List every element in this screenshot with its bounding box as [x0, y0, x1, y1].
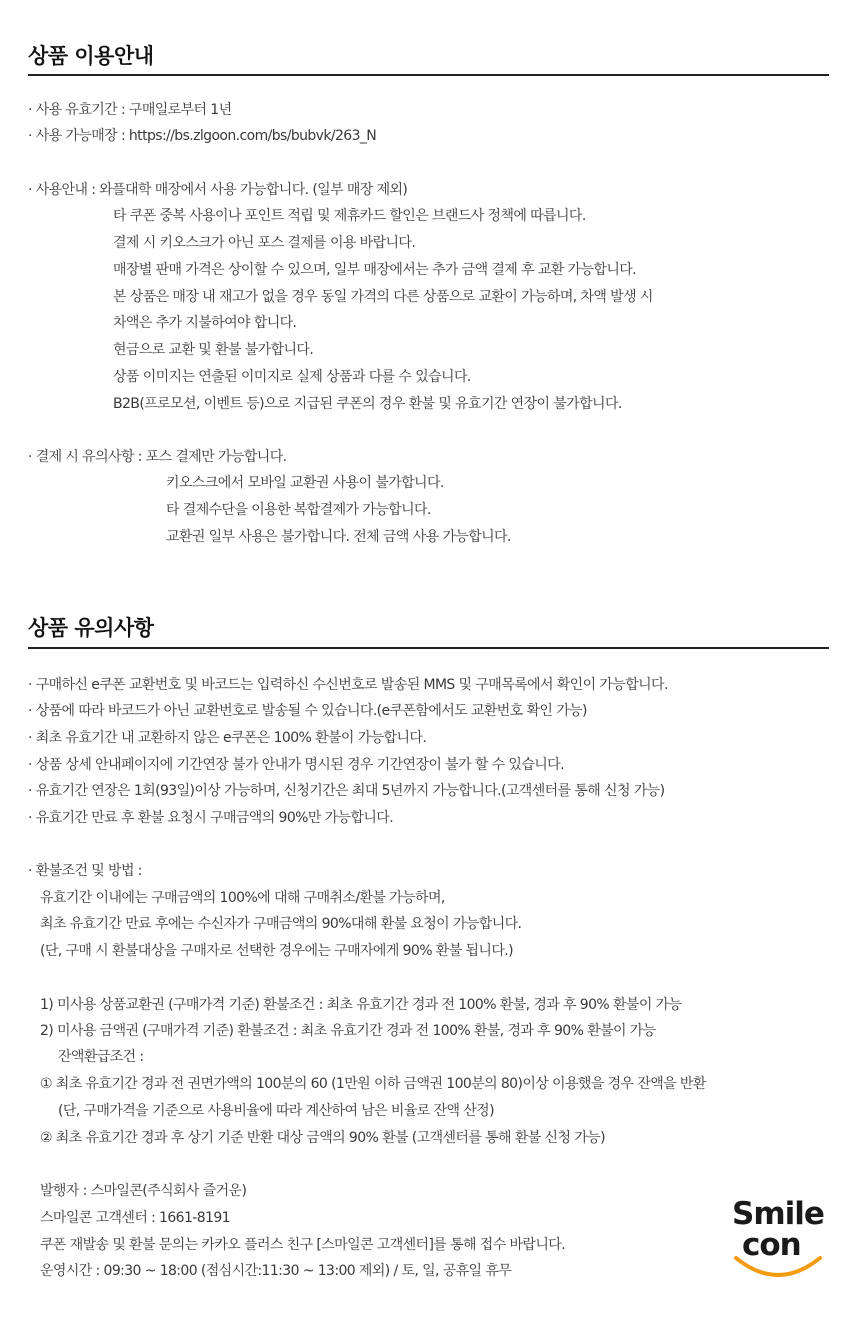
text-line: · 환불조건 및 방법 : [28, 863, 142, 879]
text-line: ② 최초 유효기간 경과 후 상기 기준 반환 대상 금액의 90% 환불 (고객센터를 통해 환불 신청 가능) [40, 1130, 605, 1146]
text-line: 2) 미사용 금액권 (구매가격 기준) 환불조건 : 최초 유효기간 경과 전 100% 환불, 경과 후 90% 환불이 가능 [40, 1023, 656, 1039]
text-line: 상품 이미지는 연출된 이미지로 실제 상품과 다를 수 있습니다. [113, 369, 471, 385]
smile-arc-icon [728, 1252, 828, 1282]
text-line: 매장별 판매 가격은 상이할 수 있으며, 일부 매장에서는 추가 금액 결제 후 교환 가능합니다. [113, 262, 637, 278]
text-line: 발행자 : 스마일콘(주식회사 즐거운) [40, 1183, 247, 1199]
text-line: 잔액환급조건 : [58, 1049, 144, 1065]
text-line: (단, 구매가격을 기준으로 사용비율에 따라 계산하여 남은 비율로 잔액 산정) [58, 1103, 494, 1119]
text-line: 차액은 추가 지불하여야 합니다. [113, 315, 297, 331]
text-line: 키오스크에서 모바일 교환권 사용이 불가합니다. [166, 475, 444, 491]
section-divider [28, 647, 829, 649]
text-line: · 결제 시 유의사항 : 포스 결제만 가능합니다. [28, 449, 287, 465]
text-line: · 사용안내 : 와플대학 매장에서 사용 가능합니다. (일부 매장 제외) [28, 182, 408, 198]
text-line: ① 최초 유효기간 경과 전 권면가액의 100분의 60 (1만원 이하 금액권 100분의 80)이상 이용했을 경우 잔액을 반환 [40, 1076, 706, 1092]
text-line: · 상품 상세 안내페이지에 기간연장 불가 안내가 명시된 경우 기간연장이 불가 할 수 있습니다. [28, 757, 564, 773]
section-title-notice: 상품 유의사항 [28, 616, 154, 640]
text-line: 현금으로 교환 및 환불 불가합니다. [113, 342, 314, 358]
text-line: 스마일콘 고객센터 : 1661-8191 [40, 1210, 230, 1226]
text-line: · 유효기간 연장은 1회(93일)이상 가능하며, 신청기간은 최대 5년까지 가능합니다.(고객센터를 통해 신청 가능) [28, 783, 665, 799]
text-line: · 상품에 따라 바코드가 아닌 교환번호로 발송될 수 있습니다.(e쿠폰함에서도 교환번호 확인 가능) [28, 703, 587, 719]
text-line: · 사용 가능매장 : https://bs.zlgoon.com/bs/bubvk/263_N [28, 128, 377, 144]
text-line: 본 상품은 매장 내 재고가 없을 경우 동일 가격의 다른 상품으로 교환이 가능하며, 차액 발생 시 [113, 289, 653, 305]
text-line: 운영시간 : 09:30 ~ 18:00 (점심시간:11:30 ~ 13:00 제외) / 토, 일, 공휴일 휴무 [40, 1263, 512, 1279]
text-line: 최초 유효기간 만료 후에는 수신자가 구매금액의 90%대해 환불 요청이 가능합니다. [40, 916, 522, 932]
text-line: 1) 미사용 상품교환권 (구매가격 기준) 환불조건 : 최초 유효기간 경과 전 100% 환불, 경과 후 90% 환불이 가능 [40, 997, 682, 1013]
text-line: (단, 구매 시 환불대상을 구매자로 선택한 경우에는 구매자에게 90% 환불 됩니다.) [40, 943, 513, 959]
smilecon-logo [728, 1196, 828, 1284]
text-line: 타 쿠폰 중복 사용이나 포인트 적립 및 제휴카드 할인은 브랜드사 정책에 따릅니다. [113, 208, 586, 224]
text-line: · 최초 유효기간 내 교환하지 않은 e쿠폰은 100% 환불이 가능합니다. [28, 730, 427, 746]
text-line: 결제 시 키오스크가 아닌 포스 결제를 이용 바랍니다. [113, 235, 416, 251]
text-line: 교환권 일부 사용은 불가합니다. 전체 금액 사용 가능합니다. [166, 529, 511, 545]
text-line: · 구매하신 e쿠폰 교환번호 및 바코드는 입력하신 수신번호로 발송된 MMS 및 구매목록에서 확인이 가능합니다. [28, 677, 668, 693]
text-line: · 유효기간 만료 후 환불 요청시 구매금액의 90%만 가능합니다. [28, 810, 394, 826]
text-line: 타 결제수단을 이용한 복합결제가 가능합니다. [166, 502, 431, 518]
text-line: 유효기간 이내에는 구매금액의 100%에 대해 구매취소/환불 가능하며, [40, 890, 445, 906]
section-divider [28, 74, 829, 76]
section-title-usage: 상품 이용안내 [28, 44, 154, 68]
text-line: 쿠폰 재발송 및 환불 문의는 카카오 플러스 친구 [스마일콘 고객센터]를 통해 접수 바랍니다. [40, 1237, 566, 1253]
logo-text-con: con [742, 1227, 801, 1263]
text-line: · 사용 유효기간 : 구매일로부터 1년 [28, 102, 232, 118]
logo-text-smile: Smile [732, 1196, 824, 1232]
text-line: B2B(프로모션, 이벤트 등)으로 지급된 쿠폰의 경우 환불 및 유효기간 연장이 불가합니다. [113, 396, 622, 412]
